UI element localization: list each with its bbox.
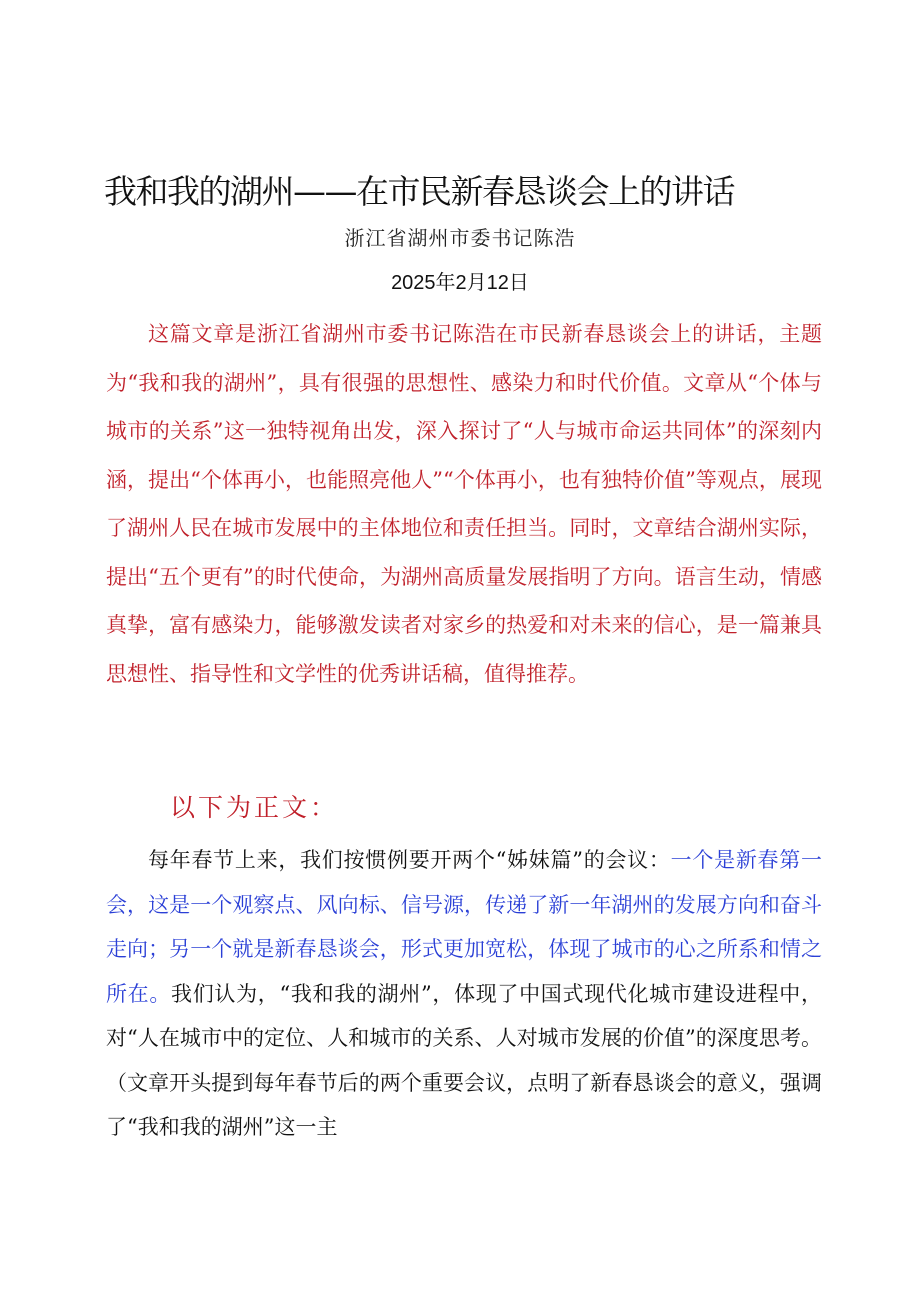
author-line: 浙江省湖州市委书记陈浩	[344, 226, 576, 250]
body-paragraph	[106, 838, 822, 1150]
summary-paragraph: 这篇文章是浙江省湖州市委书记陈浩在市民新春恳谈会上的讲话，主题为“我和我的湖州”，具有很强的思想性、感染力和时代价值。文章从“个体与城市的关系”这一独特视角出发，深入探讨了“人与城市命运共同体”的深刻内涵，提出“个体再小，也能照亮他人”“个体再小，也有独特价值”等观点，展现了湖州人民在城市发展中的主体地位和责任担当。同时，文章结合湖州实际，提出“五个更有”的时代使命，为湖州高质量发展指明了方向。语言生动，情感真挚，富有感染力，能够激发读者对家乡的热爱和对未来的信心，是一篇兼具思想性、指导性和文学性的优秀讲话稿，值得推荐。	[106, 322, 822, 686]
body-text-highlight: 一个是新春第一会，这是一个观察点、风向标、信号源，传递了新一年湖州的发展方向和奋斗走向；另一个就是新春恳谈会，形式更加宽松，体现了城市的心之所系和情之所在。	[106, 848, 822, 1006]
date-line: 2025年2月12日	[391, 272, 529, 294]
body-text-intro: 每年春节上来，我们按惯例要开两个“姊妹篇”的会议：	[148, 848, 671, 872]
section-heading: 以下为正文：	[170, 793, 339, 822]
body-text-continued: 我们认为，“我和我的湖州”，体现了中国式现代化城市建设进程中，对“人在城市中的定位、人和城市的关系、人对城市发展的价值”的深度思考。（文章开头提到每年春节后的两个重要会议，点明了新春恳谈会的意义，强调了“我和我的湖州”这一主	[106, 981, 822, 1139]
document-title: 我和我的湖州——在市民新春恳谈会上的讲话	[104, 172, 734, 211]
